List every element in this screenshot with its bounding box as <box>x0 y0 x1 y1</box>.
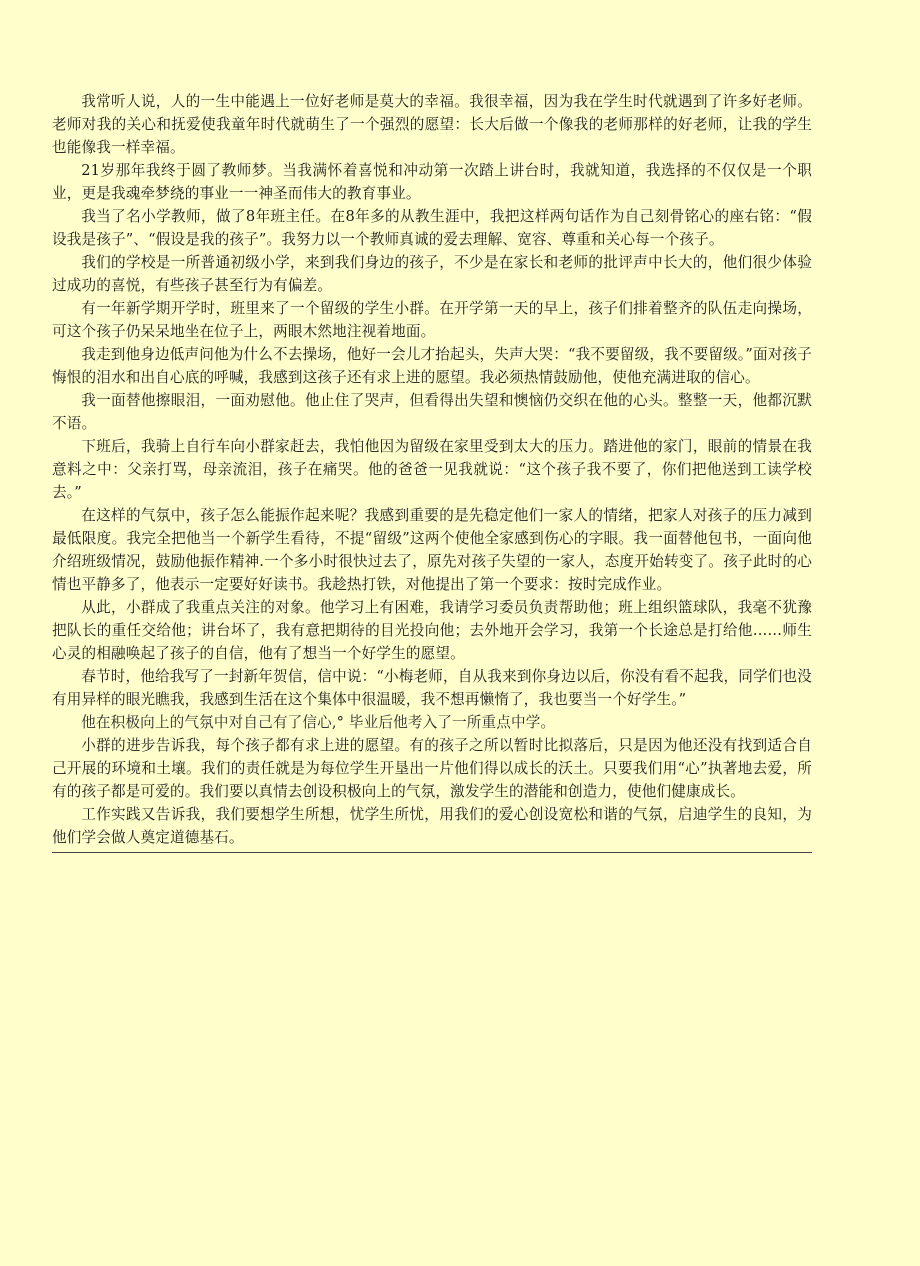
paragraph-13: 小群的进步告诉我，每个孩子都有求上进的愿望。有的孩子之所以暂时比拟落后，只是因为他还没有找到适合自己开展的环境和土壤。我们的责任就是为每位学生开垦出一片他们得以成长的沃土。只要我们用“心”执著地去爱，所有的孩子都是可爱的。我们要以真情去创设积极向上的气氛，激发学生的潜能和创造力，使他们健康成长。 <box>52 737 812 800</box>
paragraph-5: 有一年新学期开学时，班里来了一个留级的学生小群。在开学第一天的早上，孩子们排着整齐的队伍走向操场，可这个孩子仍呆呆地坐在位子上，两眼木然地注视着地面。 <box>52 300 812 340</box>
paragraph-1: 我常听人说，人的一生中能遇上一位好老师是莫大的幸福。我很幸福，因为我在学生时代就遇到了许多好老师。老师对我的关心和抚爱使我童年时代就萌生了一个强烈的愿望：长大后做一个像我的老师那样的好老师，让我的学生也能像我一样幸福。 <box>52 93 812 156</box>
paragraph-6: 我走到他身边低声问他为什么不去操场，他好一会儿才抬起头，失声大哭：“我不要留级，我不要留级。”面对孩子悔恨的泪水和出自心底的呼喊，我感到这孩子还有求上进的愿望。我必须热情鼓励他，使他充满进取的信心。 <box>52 346 812 386</box>
paragraph-14: 工作实践又告诉我，我们要想学生所想，忧学生所忧，用我们的爱心创设宽松和谐的气氛，启迪学生的良知，为他们学会做人奠定道德基石。 <box>52 806 812 846</box>
paragraph-4: 我们的学校是一所普通初级小学，来到我们身边的孩子，不少是在家长和老师的批评声中长大的，他们很少体验过成功的喜悦，有些孩子甚至行为有偏差。 <box>52 254 812 294</box>
bottom-divider <box>52 852 812 853</box>
paragraph-9: 在这样的气氛中，孩子怎么能振作起来呢？我感到重要的是先稳定他们一家人的情绪，把家人对孩子的压力减到最低限度。我完全把他当一个新学生看待，不提“留级”这两个使他全家感到伤心的字眼。我一面替他包书，一面向他介绍班级情况，鼓励他振作精神.一个多小时很快过去了，原先对孩子失望的一家人，态度开始转变了。孩子此时的心情也平静多了，他表示一定要好好读书。我趁热打铁，对他提出了第一个要求：按时完成作业。 <box>52 507 812 593</box>
paragraph-10: 从此，小群成了我重点关注的对象。他学习上有困难，我请学习委员负责帮助他；班上组织篮球队，我毫不犹豫把队长的重任交给他；讲台坏了，我有意把期待的目光投向他；去外地开会学习，我第一个长途总是打给他……师生心灵的相融唤起了孩子的自信，他有了想当一个好学生的愿望。 <box>52 599 812 662</box>
paragraph-2: 21岁那年我终于圆了教师梦。当我满怀着喜悦和冲动第一次踏上讲台时，我就知道，我选择的不仅仅是一个职业，更是我魂牵梦绕的事业一一神圣而伟大的教育事业。 <box>52 162 812 202</box>
paragraph-11: 春节时，他给我写了一封新年贺信，信中说：“小梅老师，自从我来到你身边以后，你没有看不起我，同学们也没有用异样的眼光瞧我，我感到生活在这个集体中很温暖，我不想再懒惰了，我也要当一个好学生。” <box>52 668 812 708</box>
paragraph-12: 他在积极向上的气氛中对自己有了信心,° 毕业后他考入了一所重点中学。 <box>81 714 556 731</box>
paragraph-8: 下班后，我骑上自行车向小群家赶去，我怕他因为留级在家里受到太大的压力。踏进他的家门，眼前的情景在我意料之中：父亲打骂，母亲流泪，孩子在痛哭。他的爸爸一见我就说：“这个孩子我不要了，你们把他送到工读学校去。” <box>52 438 812 501</box>
paragraph-7: 我一面替他擦眼泪，一面劝慰他。他止住了哭声，但看得出失望和懊恼仍交织在他的心头。整整一天，他都沉默不语。 <box>52 392 812 432</box>
paragraph-3: 我当了名小学教师，做了8年班主任。在8年多的从教生涯中，我把这样两句话作为自己刻骨铭心的座右铭：“假设我是孩子”、“假设是我的孩子”。我努力以一个教师真诚的爱去理解、宽容、尊重和关心每一个孩子。 <box>52 208 812 248</box>
document-body <box>52 90 812 853</box>
